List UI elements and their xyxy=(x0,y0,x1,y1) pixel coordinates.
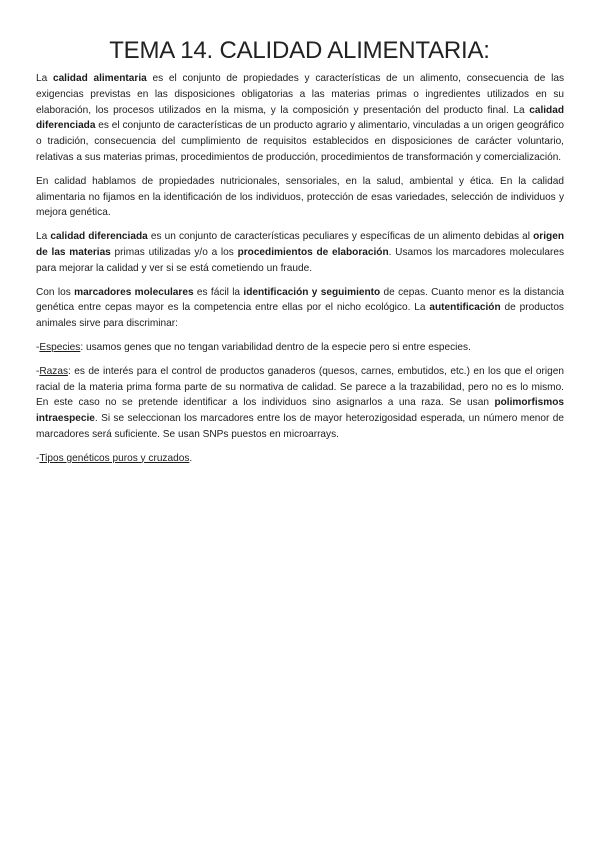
list-dash: - xyxy=(36,452,40,464)
text-run: es un conjunto de características peculiares y específicas de un alimento debidas al xyxy=(147,231,534,243)
bold-term: marcadores moleculares xyxy=(74,286,194,298)
text-run: En calidad hablamos de propiedades nutricionales, sensoriales, en la salud, ambiental y ética. En la calidad alimentaria no fijamos en la identificación de los individuos, protección de esas variedades, selección de individuos y mejora genética. xyxy=(36,175,564,219)
text-run: La xyxy=(36,231,51,243)
document-body xyxy=(36,71,564,475)
bold-term: calidad diferenciada xyxy=(50,231,148,243)
text-run: de productos animales sirve para discriminar: xyxy=(36,302,564,330)
list-item-tipos-geneticos xyxy=(36,451,564,467)
bold-term: calidad diferenciada xyxy=(36,104,564,132)
text-run: Con los xyxy=(36,286,75,298)
bold-term: autentificación xyxy=(429,302,501,314)
underlined-term: Tipos genéticos puros y cruzados xyxy=(39,452,190,464)
underlined-term: Especies xyxy=(39,341,81,353)
text-run: es el conjunto de propiedades y características de un alimento, consecuencia de las exigencias previstas en las disposiciones obligatorias a las materias primas o ingredientes utilizados en su elaboración, los procesos utilizados en la misma, y la composición y presentación del producto final. La xyxy=(36,73,564,116)
paragraph-definitions xyxy=(36,71,564,166)
page-title: TEMA 14. CALIDAD ALIMENTARIA: xyxy=(109,37,490,64)
bold-term: procedimientos de elaboración xyxy=(237,246,389,258)
list-item-especies xyxy=(36,340,564,356)
text-run: La xyxy=(36,73,53,84)
text-run: . Si se seleccionan los marcadores entre los de mayor heterozigosidad esperada, un número menor de marcadores será suficiente. Se usan SNPs puestos en microarrays. xyxy=(36,413,564,440)
bold-term: identificación y seguimiento xyxy=(243,286,381,298)
bold-term: polimorfismos intraespecie xyxy=(36,397,564,425)
bold-term: calidad alimentaria xyxy=(52,73,147,84)
text-run: . Usamos los marcadores moleculares para mejorar la calidad y ver si se está cometiendo un fraude. xyxy=(36,246,564,274)
text-run: : usamos genes que no tengan variabilidad dentro de la especie pero si entre especies. xyxy=(80,341,471,353)
text-run: : es de interés para el control de productos ganaderos (quesos, carnes, embutidos, etc.) en los que el origen racial de la materia prima forma parte de su normativa de calidad. Se parece a la trazabilidad, pero no es lo mismo. En este caso no se pretende identificar a los individuos sino asignarlos a una raza. Se usan xyxy=(36,365,564,409)
text-run: de cepas. Cuanto menor es la distancia genética entre cepas mayor es la competencia entre ellas por el nicho ecológico. La xyxy=(36,286,565,314)
paragraph-molecular-markers xyxy=(36,285,564,332)
underlined-term: Razas xyxy=(39,365,68,377)
paragraph-differentiated-quality xyxy=(36,229,564,276)
text-run: . xyxy=(189,452,193,464)
text-run: es el conjunto de características de un producto agrario y alimentario, vinculadas a un origen geográfico o tradición, consecuencia del cumplimiento de requisitos establecidos en disposiciones de carácter voluntario, relativas a sus materias primas, procedimientos de producción, procedimientos de transformación y comercialización. xyxy=(36,120,564,163)
paragraph-quality-properties xyxy=(36,174,564,221)
list-dash: - xyxy=(36,365,40,377)
bold-term: origen de las materias xyxy=(36,231,564,258)
list-dash: - xyxy=(36,341,40,353)
text-run: primas utilizadas y/o a los xyxy=(110,246,238,258)
text-run: es fácil la xyxy=(193,286,244,298)
list-item-razas xyxy=(36,364,564,443)
